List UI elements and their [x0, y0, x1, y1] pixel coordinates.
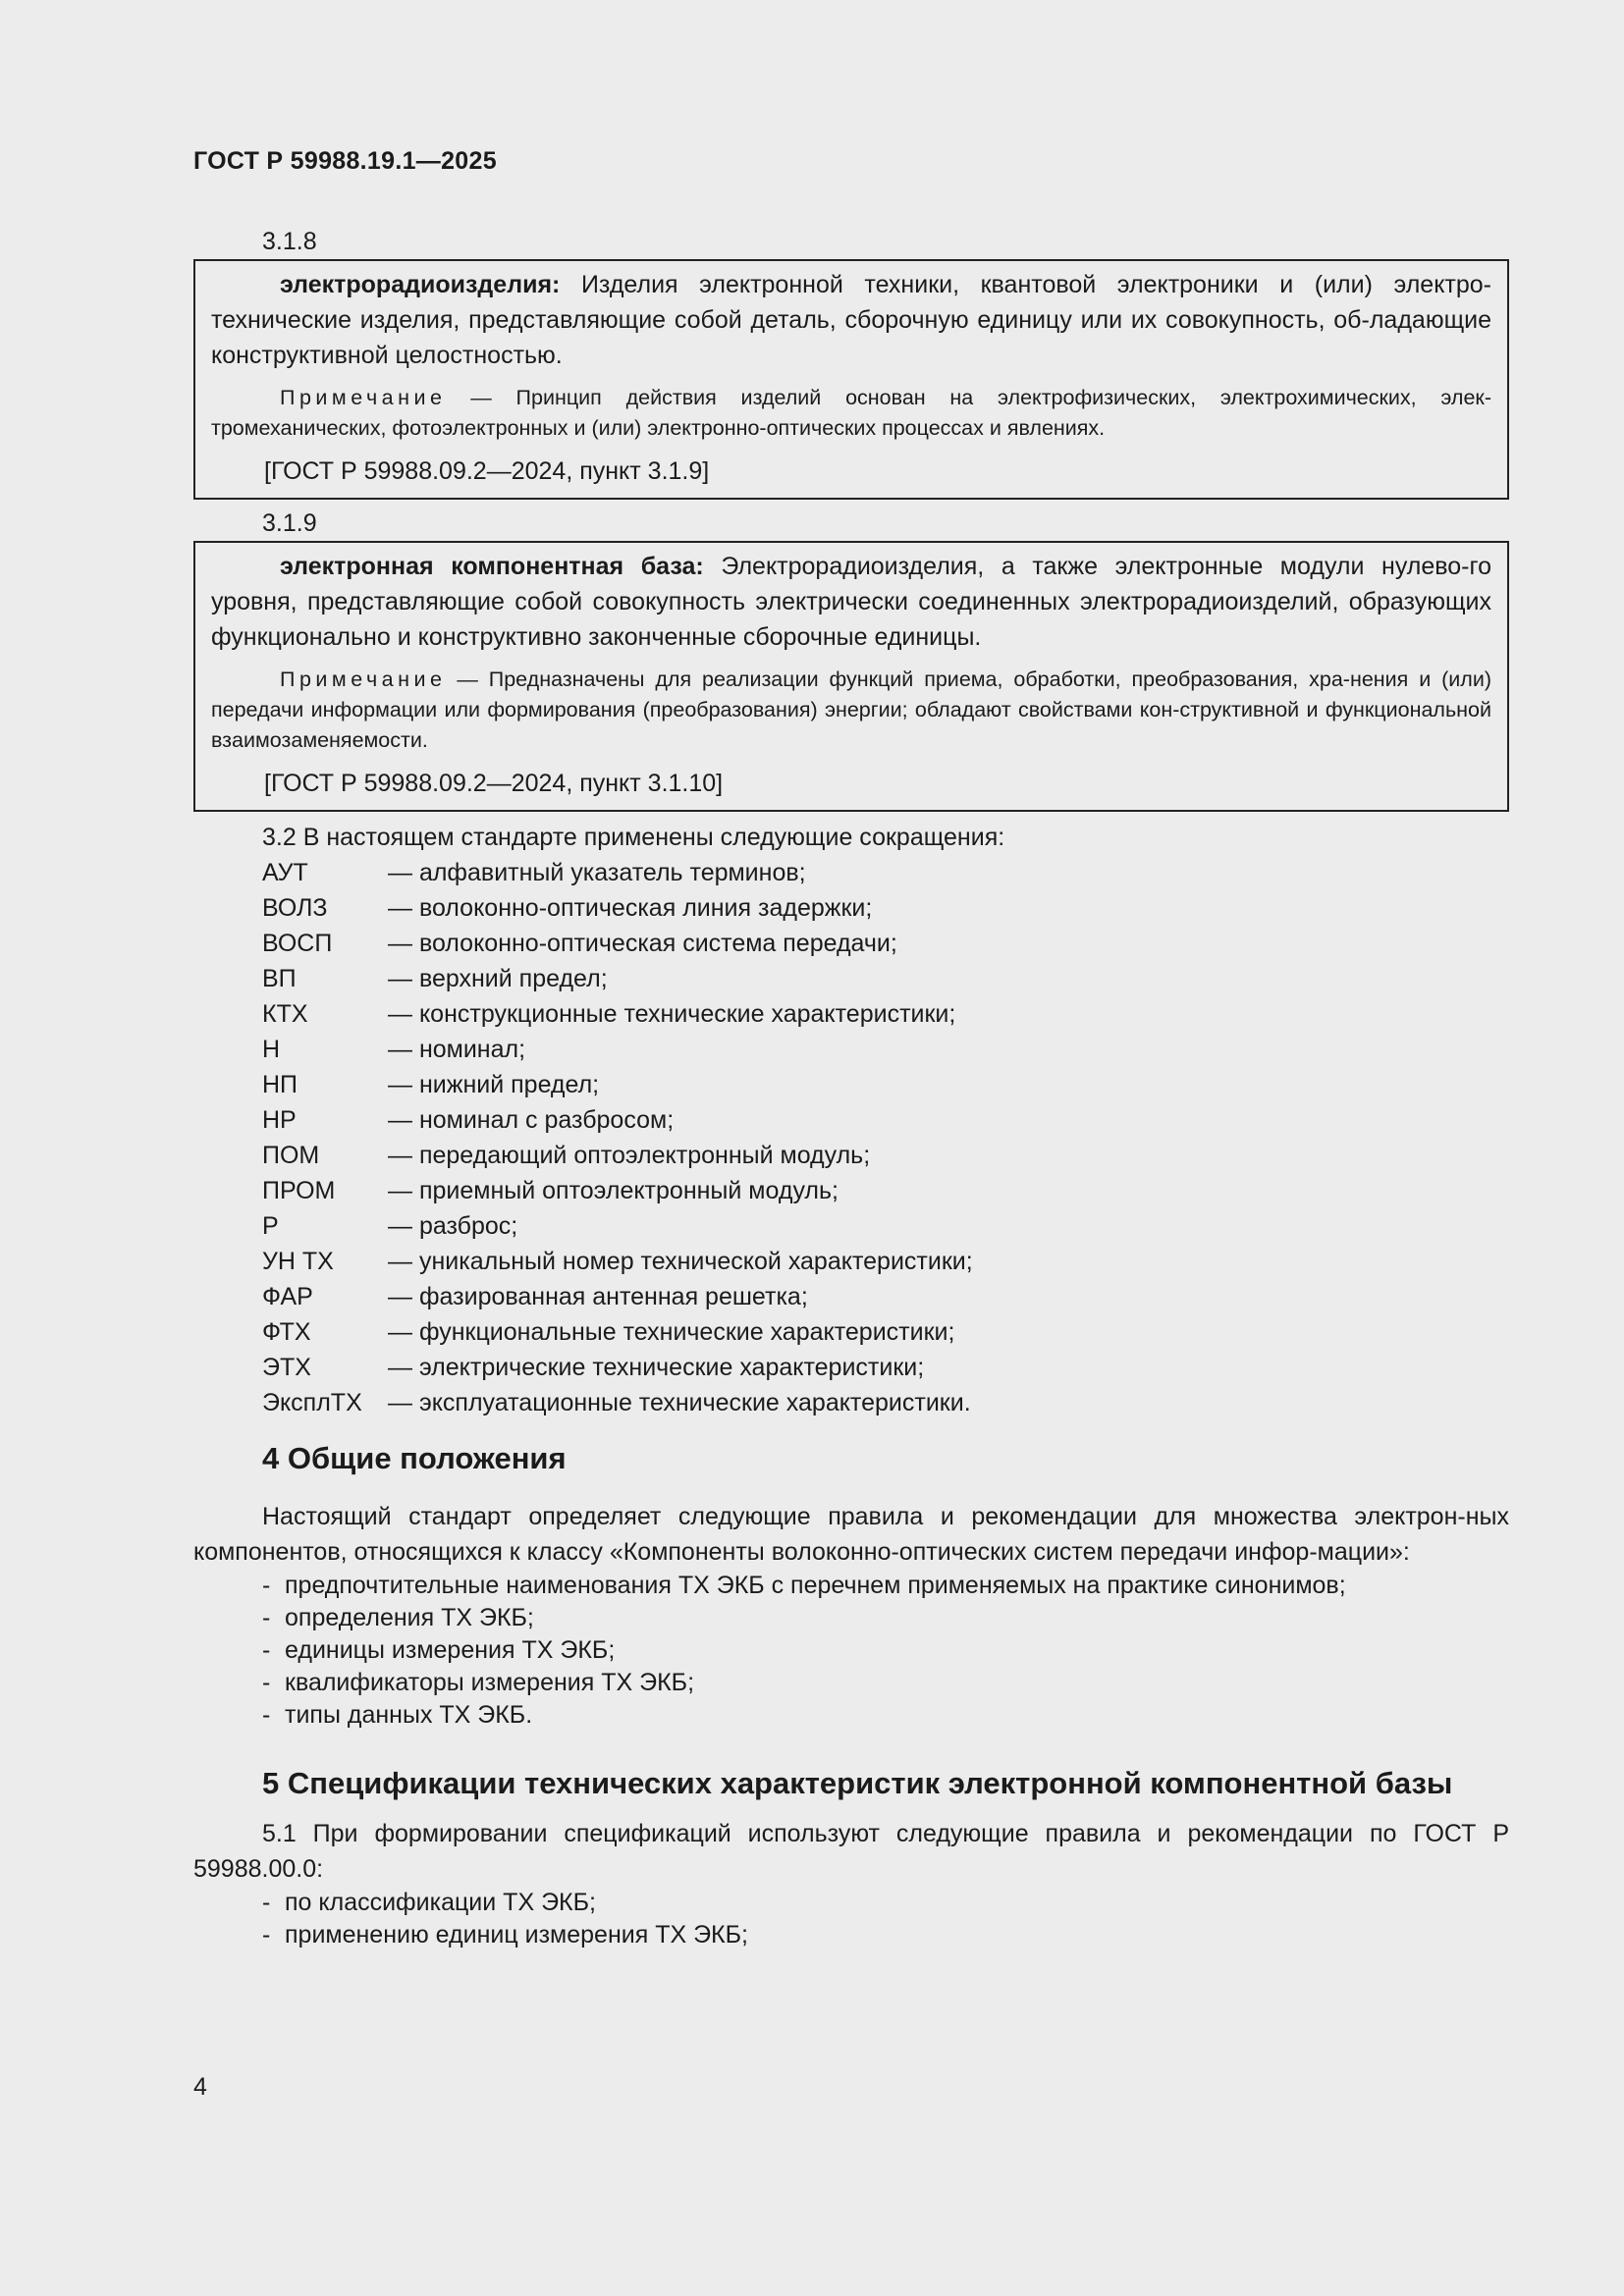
term-box-3-1-9 [193, 541, 1509, 812]
list-item-text: предпочтительные наименования ТХ ЭКБ с перечнем применяемых на практике синонимов; [285, 1572, 1346, 1599]
list-item [193, 1602, 1509, 1634]
list-item-text: квалификаторы измерения ТХ ЭКБ; [285, 1669, 695, 1696]
abbreviation-row [193, 1244, 1509, 1279]
abbreviation-code: ФТХ [262, 1318, 311, 1346]
term-box-3-1-8 [193, 259, 1509, 500]
term-definition-text: Электрорадиоизделия, а также электронные модули нулево-го уровня, представляющие собой совокупность электрически соединенных электрорадиоизделий, образующих функционально и конструктивно законченные сборочные единицы. [211, 553, 1491, 651]
section-4-title: 4 Общие положения [262, 1441, 567, 1475]
abbreviation-code: КТХ [262, 1000, 308, 1028]
abbreviation-row [193, 996, 1509, 1032]
list-item [193, 1699, 1509, 1732]
doc-header-code: ГОСТ Р 59988.19.1—2025 [193, 147, 497, 175]
abbreviation-code: ФАР [262, 1283, 313, 1310]
term-source: [ГОСТ Р 59988.09.2—2024, пункт 3.1.9] [264, 457, 710, 485]
abbreviation-list [193, 855, 1509, 1420]
abbreviation-row [193, 1032, 1509, 1067]
dash-marker: - [262, 1701, 271, 1729]
note-label: Примечание [280, 667, 447, 691]
abbreviation-code: ПРОМ [262, 1177, 336, 1204]
abbreviation-code: ЭТХ [262, 1354, 311, 1381]
list-item [193, 1887, 1509, 1919]
dash-marker: - [262, 1604, 271, 1631]
note-label: Примечание [280, 386, 447, 409]
section-4-intro: Настоящий стандарт определяет следующие правила и рекомендации для множества электрон-ных компонентов, относящихся к классу «Компоненты волоконно-оптических систем передачи инфор-мации»: [193, 1503, 1509, 1566]
term-name: электронная компонентная база: [280, 553, 704, 580]
list-item-text: по классификации ТХ ЭКБ; [285, 1889, 596, 1916]
dash-marker: - [262, 1921, 271, 1949]
abbreviation-code: ВОЛЗ [262, 894, 328, 922]
note-text: — Предназначены для реализации функций приема, обработки, преобразования, хра-нения и (или) передачи информации или формирования (преобразования) энергии; обладают свойствами кон-структивной и функциональной взаимозаменяемости. [211, 667, 1491, 752]
dash-marker: - [262, 1669, 271, 1696]
list-item [193, 1667, 1509, 1699]
section-4-bullet-list [193, 1570, 1509, 1732]
abbreviation-code: УН ТХ [262, 1248, 334, 1275]
abbreviation-row [193, 1385, 1509, 1420]
abbreviation-code: Н [262, 1036, 281, 1063]
note-text: — Принцип действия изделий основан на электрофизических, электрохимических, элек-тромеханических, фотоэлектронных и (или) электронно-оптических процессах и явлениях. [211, 386, 1491, 440]
dash-marker: - [262, 1636, 271, 1664]
dash-marker: - [262, 1889, 271, 1916]
term-source: [ГОСТ Р 59988.09.2—2024, пункт 3.1.10] [264, 770, 724, 797]
abbreviation-code: НР [262, 1106, 297, 1134]
abbreviation-definition: — электрические технические характеристики; [388, 1354, 925, 1381]
abbreviation-definition: — номинал с разбросом; [388, 1106, 675, 1134]
list-item-text: определения ТХ ЭКБ; [285, 1604, 534, 1631]
abbreviation-row [193, 1350, 1509, 1385]
abbreviation-definition: — нижний предел; [388, 1071, 600, 1098]
abbreviation-definition: — конструкционные технические характеристики; [388, 1000, 956, 1028]
abbreviation-row [193, 926, 1509, 961]
abbreviation-definition: — номинал; [388, 1036, 526, 1063]
list-item [193, 1634, 1509, 1667]
abbreviation-row [193, 961, 1509, 996]
dash-marker: - [262, 1572, 271, 1599]
abbreviation-row [193, 1138, 1509, 1173]
abbreviation-definition: — волоконно-оптическая система передачи; [388, 930, 897, 957]
abbreviation-code: Р [262, 1212, 279, 1240]
section-5-bullet-list [193, 1887, 1509, 1951]
abbreviation-row [193, 855, 1509, 890]
list-item-text: типы данных ТХ ЭКБ. [285, 1701, 533, 1729]
page-content [193, 224, 1509, 1951]
term-definition [211, 267, 1491, 373]
abbreviation-row [193, 1173, 1509, 1208]
abbreviation-definition: — верхний предел; [388, 965, 608, 992]
abbreviation-code: АУТ [262, 859, 308, 886]
abbreviation-code: НП [262, 1071, 298, 1098]
abbreviation-code: ВП [262, 965, 297, 992]
term-definition-text: Изделия электронной техники, квантовой электроники и (или) электро-технические изделия, представляющие собой деталь, сборочную единицу или их совокупность, об-ладающие конструктивной целостностью. [211, 271, 1492, 369]
abbreviation-definition: — приемный оптоэлектронный модуль; [388, 1177, 839, 1204]
term-name: электрорадиоизделия: [280, 271, 561, 298]
term-note [211, 383, 1491, 444]
abbreviations-intro: 3.2 В настоящем стандарте применены следующие сокращения: [262, 824, 1005, 851]
abbreviation-code: ПОМ [262, 1142, 320, 1169]
abbreviation-definition: — передающий оптоэлектронный модуль; [388, 1142, 871, 1169]
abbreviation-definition: — функциональные технические характеристики; [388, 1318, 955, 1346]
abbreviation-definition: — уникальный номер технической характеристики; [388, 1248, 973, 1275]
list-item-text: единицы измерения ТХ ЭКБ; [285, 1636, 616, 1664]
list-item-text: применению единиц измерения ТХ ЭКБ; [285, 1921, 748, 1949]
abbreviation-row [193, 1279, 1509, 1314]
abbreviation-code: ЭксплТХ [262, 1389, 362, 1416]
abbreviation-row [193, 890, 1509, 926]
abbreviation-code: ВОСП [262, 930, 333, 957]
term-number: 3.1.9 [262, 509, 317, 537]
abbreviation-definition: — волоконно-оптическая линия задержки; [388, 894, 873, 922]
term-number: 3.1.8 [262, 228, 317, 255]
abbreviation-definition: — разброс; [388, 1212, 518, 1240]
term-note [211, 665, 1491, 756]
term-definition [211, 549, 1491, 655]
page-number: 4 [193, 2073, 207, 2101]
abbreviation-row [193, 1102, 1509, 1138]
abbreviation-row [193, 1314, 1509, 1350]
abbreviation-definition: — алфавитный указатель терминов; [388, 859, 806, 886]
abbreviation-row [193, 1208, 1509, 1244]
abbreviation-definition: — эксплуатационные технические характеристики. [388, 1389, 971, 1416]
list-item [193, 1570, 1509, 1602]
list-item [193, 1919, 1509, 1951]
abbreviation-definition: — фазированная антенная решетка; [388, 1283, 808, 1310]
abbreviation-row [193, 1067, 1509, 1102]
section-5-paragraph: 5.1 При формировании спецификаций используют следующие правила и рекомендации по ГОСТ Р 59988.00.0: [193, 1820, 1509, 1883]
section-5-title: 5 Спецификации технических характеристик электронной компонентной базы [262, 1766, 1453, 1800]
